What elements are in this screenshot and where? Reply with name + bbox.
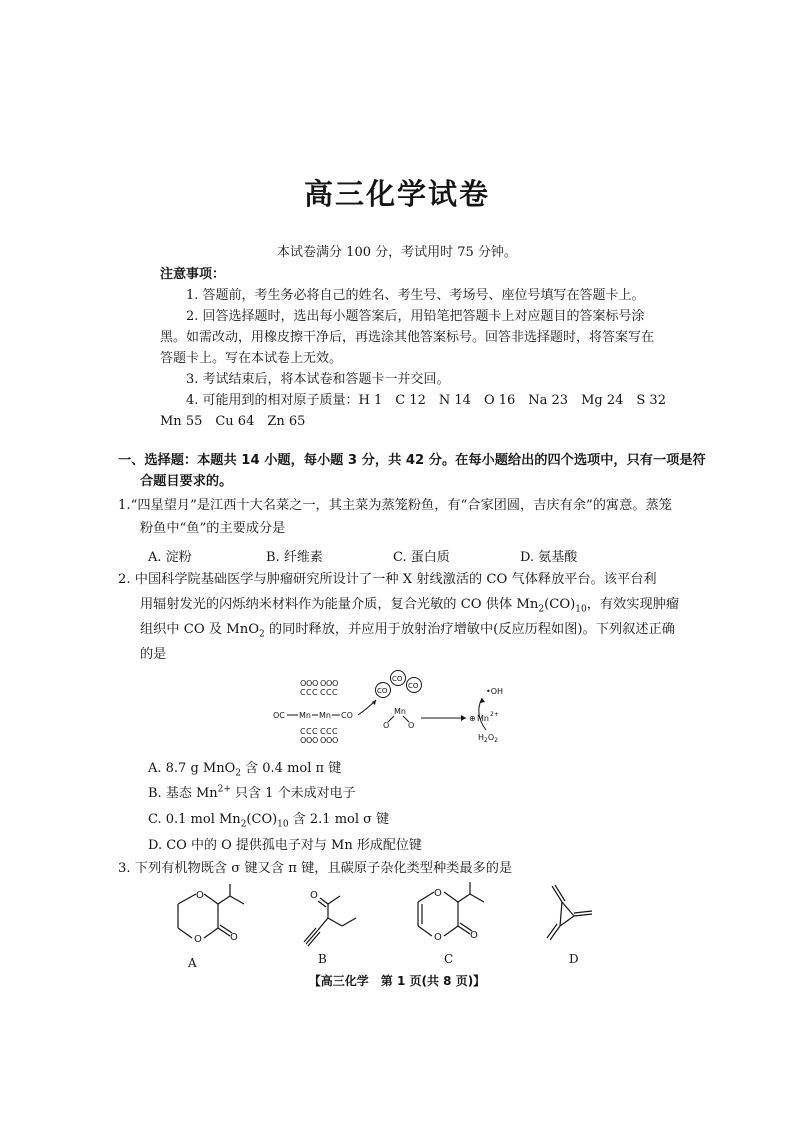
page-title: 高三化学试卷 [303, 177, 490, 211]
svg-text:Mn: Mn [319, 711, 331, 720]
q2-option-a: A. 8.7 g MnO$_2$ 含 0.4 mol π 键 [148, 761, 342, 779]
svg-text:2+: 2+ [490, 711, 499, 718]
svg-text:H2O2: $H_2O_2$ [478, 733, 498, 744]
svg-text:OC: OC [273, 711, 285, 720]
structure-b-label: B [318, 952, 327, 966]
notice-line-3: 3. 考试结束后，将本试卷和答题卡一并交回。 [186, 372, 450, 387]
svg-text:C: C [332, 688, 338, 697]
svg-text:O: O [383, 721, 390, 730]
svg-text:O: O [320, 736, 327, 745]
q2-option-c: C. 0.1 mol $Mn_2(CO)_{10}$ 含 2.1 mol σ 键 [148, 812, 390, 830]
svg-text:C: C [320, 727, 326, 736]
notice-line-4b: Mn 55 Cu 64 Zn 65 [160, 414, 306, 429]
svg-text:CO: CO [392, 675, 403, 683]
svg-text:Mn: Mn [394, 707, 406, 716]
svg-text:C: C [332, 727, 338, 736]
structure-a [168, 882, 258, 954]
q1-stem-a: 1.“四星望月”是江西十大名菜之一，其主菜为蒸笼粉鱼，有“合家团圆，吉庆有余”的寓意。蒸笼 [118, 498, 672, 513]
svg-text:CO: CO [341, 711, 353, 720]
svg-text:O: O [332, 736, 339, 745]
svg-text:Mn: Mn [299, 711, 311, 720]
reaction-scheme [268, 668, 528, 754]
notice-line-2c: 答题卡上。写在本试卷上无效。 [160, 351, 343, 366]
svg-text:O: O [312, 679, 319, 688]
svg-text:O: O [434, 888, 442, 899]
q2-stem-a: 2. 中国科学院基础医学与肿瘤研究所设计了一种 X 射线激活的 CO 气体释放平台。该平台利 [118, 572, 657, 587]
svg-text:O: O [300, 679, 307, 688]
svg-text:O: O [332, 679, 339, 688]
q2-stem-d: 的是 [140, 647, 167, 662]
q1-option-a: A. 淀粉 [148, 550, 192, 565]
svg-text:C: C [306, 727, 312, 736]
structure-c [408, 880, 498, 952]
notice-line-2b: 黑。如需改动，用橡皮擦干净后，再选涂其他答案标号。回答非选择题时，将答案写在 [160, 330, 655, 345]
svg-text:O: O [434, 932, 442, 943]
svg-text:C: C [326, 727, 332, 736]
notice-line-1: 1. 答题前，考生务必将自己的姓名、考生号、考场号、座位号填写在答题卡上。 [186, 288, 645, 303]
svg-text:O: O [312, 736, 319, 745]
svg-text:O: O [196, 890, 204, 901]
svg-text:C: C [312, 688, 318, 697]
q1-option-b: B. 纤维素 [266, 550, 323, 565]
q1-option-d: D. 氨基酸 [520, 550, 578, 565]
svg-text:CO: CO [377, 687, 388, 695]
svg-text:O: O [408, 721, 415, 730]
structure-d [530, 878, 610, 950]
q2-option-b: B. 基态 $Mn^{2+}$ 只含 1 个未成对电子 [148, 784, 356, 801]
q3-stem: 3. 下列有机物既含 σ 键又含 π 键，且碳原子杂化类型种类最多的是 [118, 861, 513, 876]
q2-stem-c: 组织中 CO 及 MnO$_2$ 的同时释放，并应用于放射治疗增敏中(反应历程如图)。下列叙述正确 [140, 622, 675, 640]
q1-stem-b: 粉鱼中“鱼”的主要成分是 [140, 521, 286, 536]
q2-option-d: D. CO 中的 O 提供孤电子对与 Mn 形成配位键 [148, 838, 422, 853]
svg-text:O: O [230, 932, 238, 943]
q2-stem-b: 用辐射发光的闪烁纳米材料作为能量介质，复合光敏的 CO 供体 $Mn_2(CO)_{10}$，有效实现肿瘤 [140, 597, 680, 615]
svg-text:⊕: ⊕ [469, 714, 476, 723]
page-footer: 【高三化学 第 1 页(共 8 页)】 [308, 974, 486, 988]
structure-b [292, 886, 372, 952]
svg-text:C: C [312, 727, 318, 736]
exam-meta: 本试卷满分 100 分，考试用时 75 分钟。 [277, 245, 517, 260]
svg-text:O: O [320, 679, 327, 688]
svg-text:O: O [306, 736, 313, 745]
svg-text:O: O [306, 679, 313, 688]
svg-text:CO: CO [408, 682, 419, 690]
q1-option-c: C. 蛋白质 [393, 550, 450, 565]
svg-text:C: C [300, 727, 306, 736]
notice-line-2a: 2. 回答选择题时，选出每小题答案后，用铅笔把答题卡上对应题目的答案标号涂 [186, 309, 645, 324]
structure-a-label: A [188, 956, 197, 970]
notice-line-4a: 4. 可能用到的相对原子质量：H 1 C 12 N 14 O 16 Na 23 Mg 24 S 32 [186, 393, 666, 408]
svg-text:O: O [300, 736, 307, 745]
section-heading-b: 合题目要求的。 [140, 474, 233, 489]
svg-text:C: C [326, 688, 332, 697]
svg-text:O: O [194, 934, 202, 945]
section-heading-a: 一、选择题：本题共 14 小题，每小题 3 分，共 42 分。在每小题给出的四个选项中，只有一项是符 [118, 453, 706, 468]
svg-text:C: C [320, 688, 326, 697]
svg-text:C: C [306, 688, 312, 697]
notice-heading: 注意事项： [160, 267, 226, 282]
svg-text:O: O [326, 736, 333, 745]
structure-d-label: D [569, 952, 579, 966]
svg-text:•OH: •OH [486, 687, 504, 696]
svg-text:Mn: Mn [477, 714, 489, 723]
svg-text:O: O [326, 679, 333, 688]
svg-text:O: O [470, 930, 478, 941]
svg-text:O: O [310, 890, 318, 901]
svg-text:C: C [300, 688, 306, 697]
structure-c-label: C [444, 952, 454, 966]
